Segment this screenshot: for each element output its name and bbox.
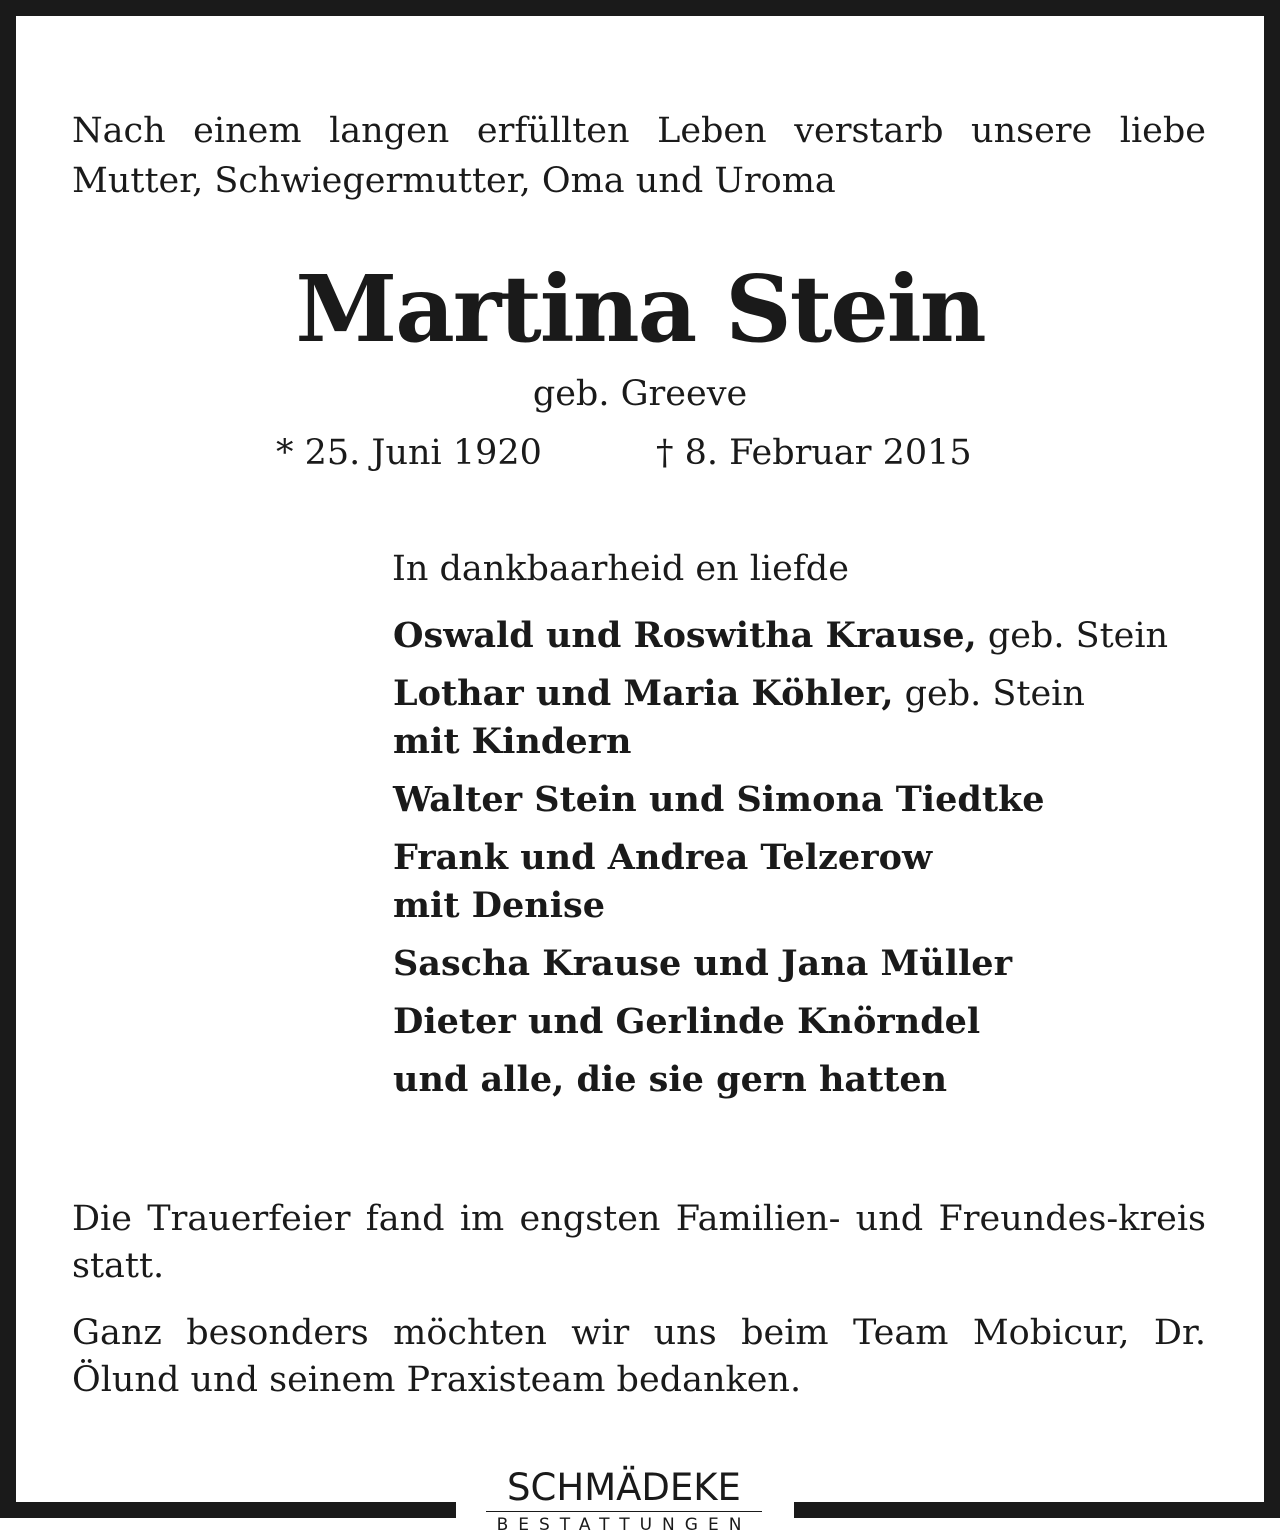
mourner-names: Lothar und Maria Köhler,: [393, 673, 894, 714]
border-right: [1264, 0, 1280, 1518]
death-date: † 8. Februar 2015: [656, 433, 972, 473]
logo-subtitle: BESTATTUNGEN: [496, 1515, 752, 1535]
logo-wordmark: SCHMÄDEKE: [507, 1466, 741, 1509]
mourner-names: und alle, die sie gern hatten: [393, 1059, 948, 1100]
mourner-names-continued: mit Denise: [393, 885, 606, 926]
birth-date: * 25. Juni 1920: [276, 433, 542, 473]
mourner-maiden-note: geb. Stein: [893, 674, 1085, 714]
mourner-entry: [393, 834, 1223, 930]
border-bottom-left: [0, 1502, 456, 1518]
mourner-entry: [393, 998, 1223, 1046]
mourner-names: Walter Stein und Simona Tiedtke: [393, 779, 1045, 820]
deceased-name: Martina Stein: [295, 255, 985, 363]
ceremony-note: Die Trauerfeier fand im engsten Familien- und Freundes-kreis statt.: [72, 1199, 1206, 1286]
border-top: [0, 0, 1280, 16]
border-bottom-right: [794, 1502, 1280, 1518]
mourners-list: [393, 612, 1223, 1114]
funeral-home-logo: [466, 1468, 782, 1536]
mourner-entry: [393, 1056, 1223, 1104]
mourner-entry: [393, 940, 1223, 988]
border-left: [0, 0, 16, 1518]
mourner-names: Frank und Andrea Telzerow: [393, 837, 933, 878]
logo-rule: [486, 1511, 762, 1512]
intro-text: Nach einem langen erfüllten Leben verstarb unsere liebe Mutter, Schwiegermutter, Oma und Uroma: [72, 111, 1206, 201]
mourner-maiden-note: geb. Stein: [976, 616, 1169, 656]
mourner-entry: [393, 776, 1223, 824]
mourner-names-continued: mit Kindern: [393, 721, 632, 762]
maiden-name: geb. Greeve: [532, 374, 748, 414]
thanks-line: In dankbaarheid en liefde: [392, 549, 849, 589]
mourner-names: Oswald und Roswitha Krause,: [393, 615, 977, 656]
gratitude-note: Ganz besonders möchten wir uns beim Team Mobicur, Dr. Ölund und seinem Praxisteam bedanken.: [72, 1313, 1206, 1400]
mourner-entry: [393, 670, 1223, 766]
mourner-names: Dieter und Gerlinde Knörndel: [393, 1001, 981, 1042]
mourner-names: Sascha Krause und Jana Müller: [393, 943, 1013, 984]
mourner-entry: [393, 612, 1223, 660]
